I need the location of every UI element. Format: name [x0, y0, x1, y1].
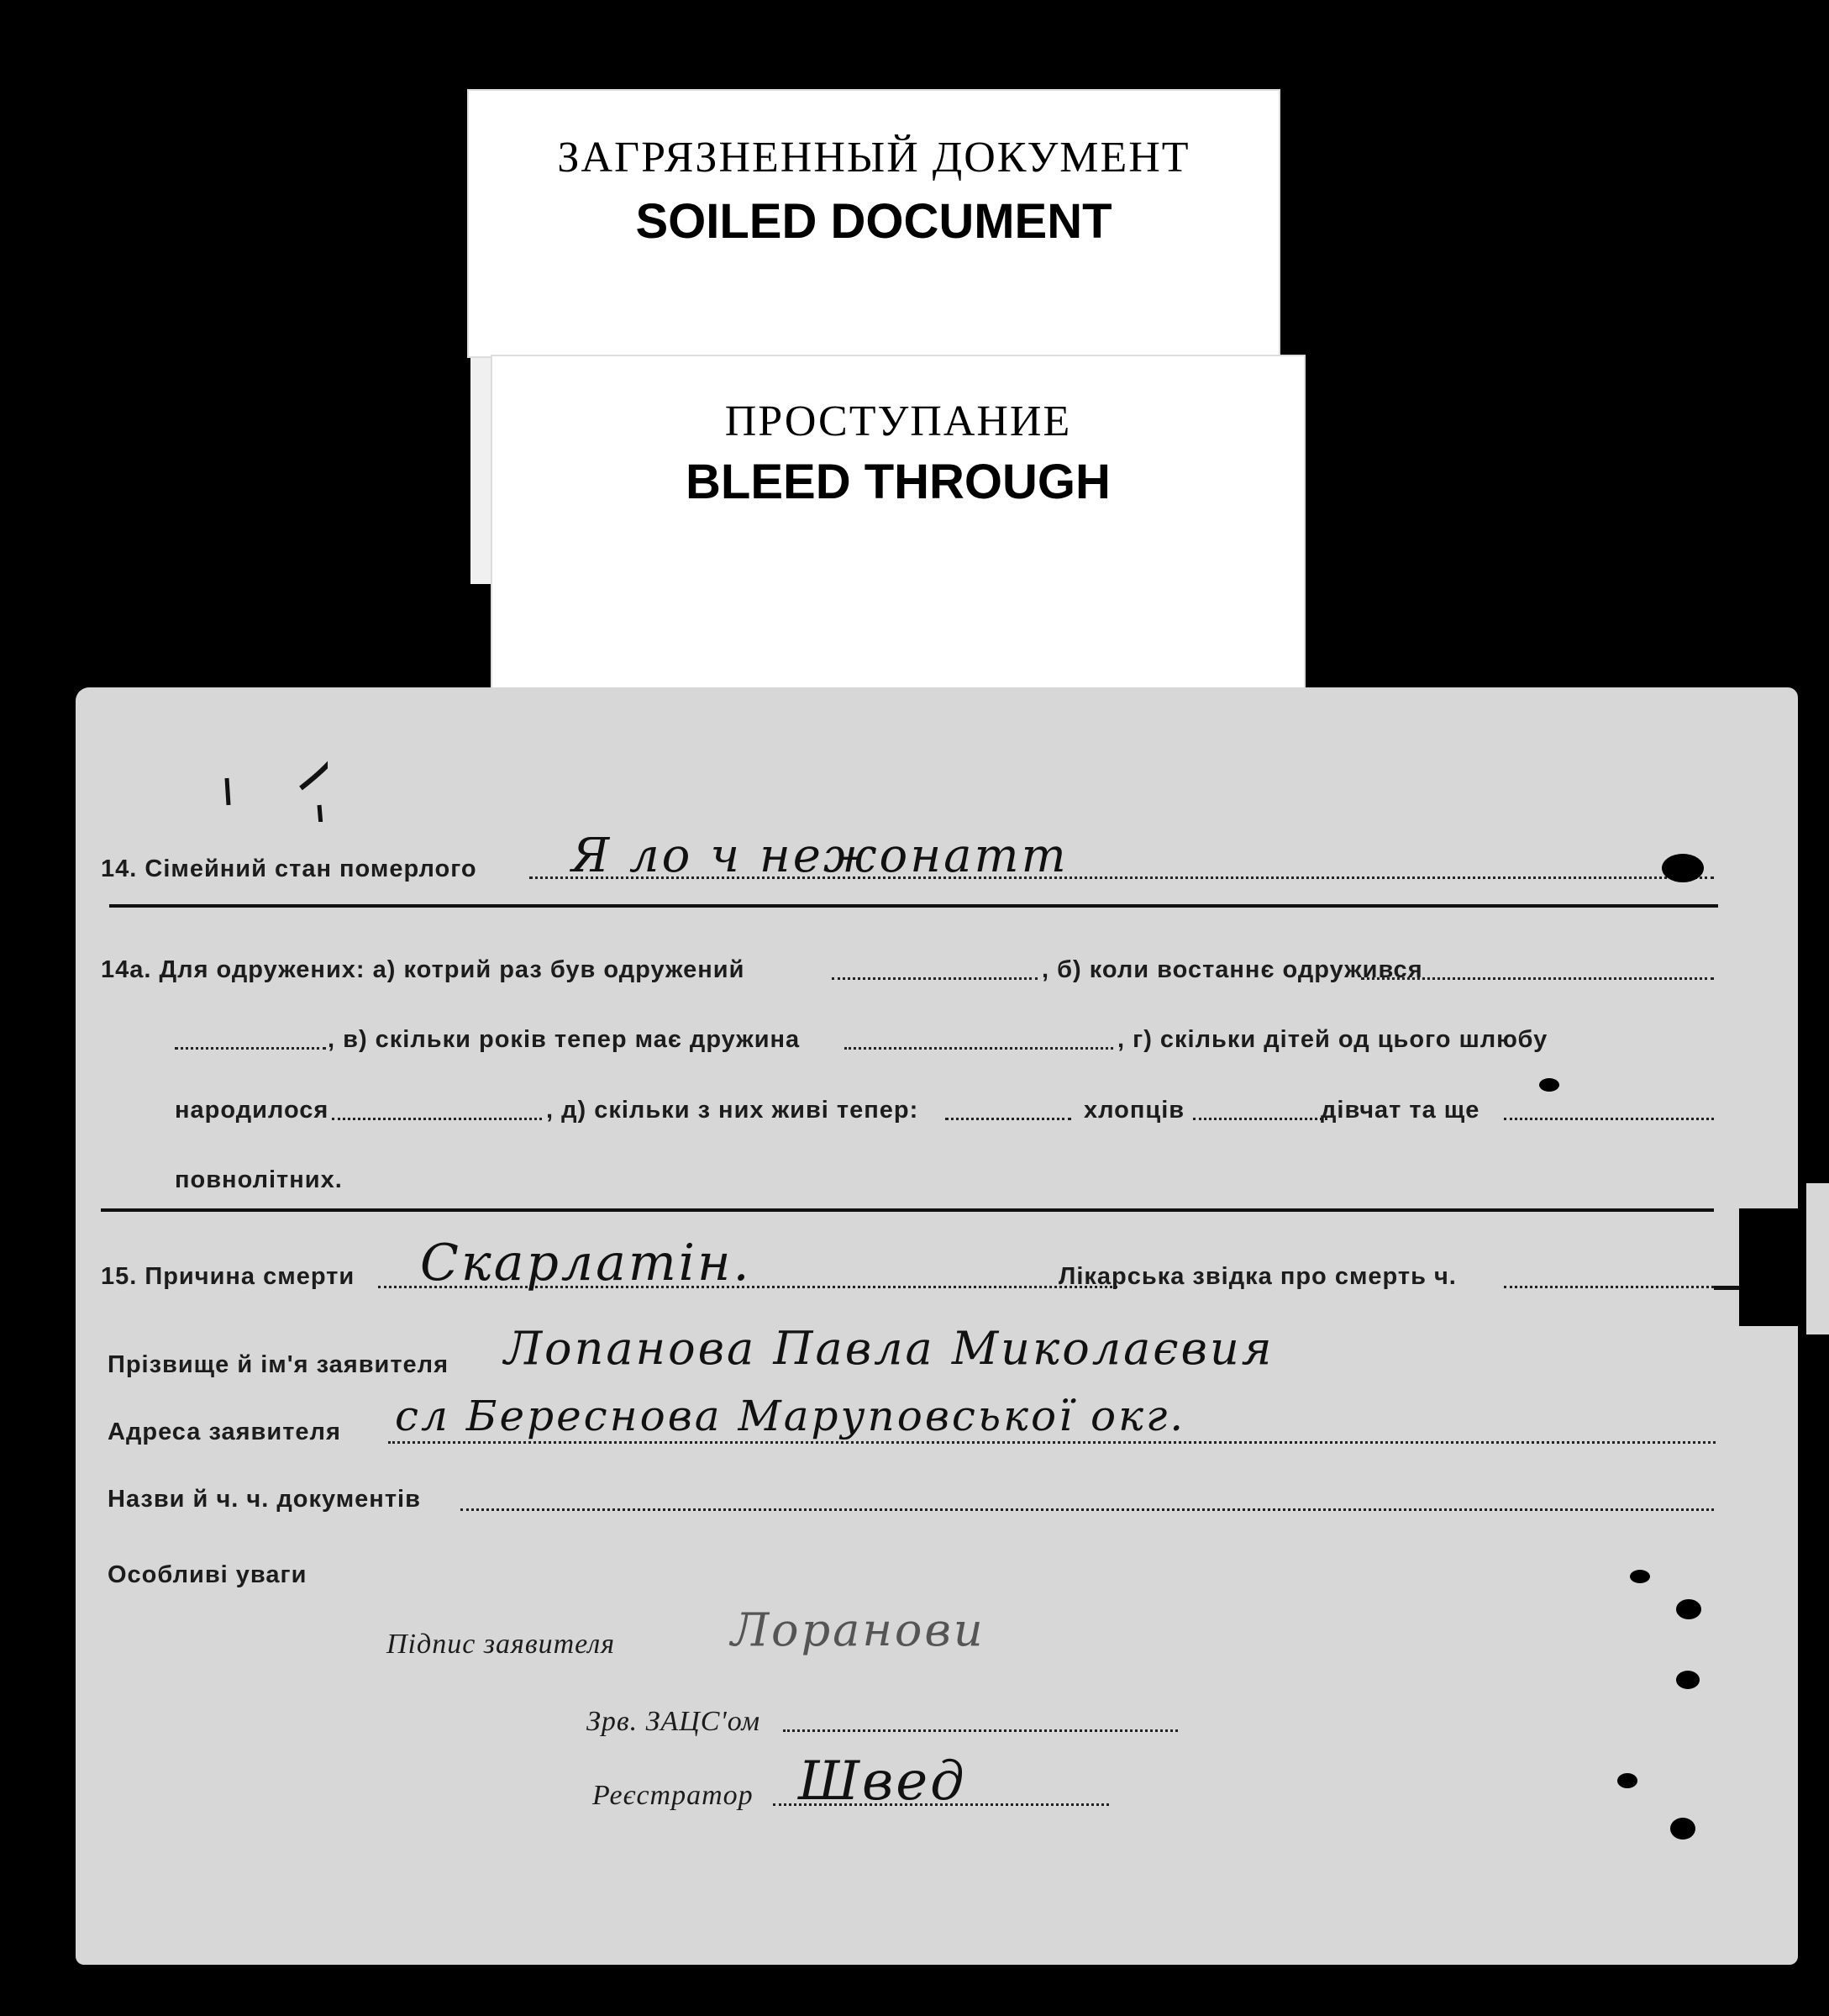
- punch-hole: [1676, 1671, 1700, 1689]
- signature-label: Підпис заявителя: [386, 1629, 616, 1660]
- soiled-document-card: [467, 89, 1280, 358]
- punch-hole: [1539, 1078, 1559, 1092]
- punch-hole: [1676, 1599, 1701, 1619]
- section-rule: [101, 1208, 1714, 1212]
- q15-label: 15. Причина смерти: [101, 1263, 355, 1290]
- q14a-line3-b: , д) скільки з них живі тепер:: [546, 1097, 919, 1124]
- q14a-times-field: [832, 977, 1038, 980]
- q14a-line4: повнолітних.: [175, 1166, 343, 1193]
- sheet-edge: [1798, 687, 1806, 1965]
- zags-label: Зрв. ЗАЦС'ом: [586, 1706, 761, 1737]
- punch-hole: [1617, 1773, 1637, 1788]
- applicant-name-answer: Лопанова Павла Миколаєвия: [504, 1322, 1275, 1375]
- applicant-address-answer: сл Береснова Маруповської окг.: [395, 1392, 1186, 1440]
- q14a-line2-a: , в) скільки років тепер має дружина: [328, 1026, 801, 1053]
- q14a-line3-d: дівчат та ще: [1321, 1097, 1480, 1124]
- q14a-more-field: [1504, 1118, 1714, 1120]
- q14a-line1-b: , б) коли востаннє одружився: [1042, 956, 1423, 983]
- q15-doctor-field: [1504, 1286, 1714, 1288]
- q14a-when-field-cont: [175, 1047, 326, 1050]
- torn-gap: [1739, 1208, 1802, 1326]
- q14-answer: Я ло ч нежонатт: [571, 829, 1069, 883]
- q14a-girls-field: [1193, 1118, 1327, 1120]
- applicant-name-label: Прізвище й ім'я заявителя: [108, 1351, 449, 1378]
- zags-line: [783, 1729, 1178, 1732]
- applicant-address-label: Адреса заявителя: [108, 1419, 341, 1445]
- applicant-address-line: [388, 1441, 1716, 1444]
- q14a-line3-c: хлопців: [1084, 1097, 1185, 1124]
- death-record-form: [76, 687, 1798, 1965]
- soiled-ru-label: ЗАГРЯЗНЕННЫЙ ДОКУМЕНТ: [557, 134, 1190, 182]
- q14a-when-field: [1361, 977, 1714, 980]
- punch-hole: [1662, 854, 1704, 882]
- remarks-label: Особливі уваги: [108, 1561, 307, 1588]
- bleed-ru-label: ПРОСТУПАНИЕ: [724, 397, 1072, 445]
- bleed-en-label: BLEED THROUGH: [686, 455, 1111, 509]
- q14a-line1-a: 14a. Для одружених: а) котрий раз був одружений: [101, 956, 745, 983]
- punch-hole: [1670, 1818, 1695, 1840]
- soiled-en-label: SOILED DOCUMENT: [635, 194, 1112, 249]
- registrar-label: Реєстратор: [592, 1780, 754, 1811]
- q14a-born-field: [332, 1118, 542, 1120]
- q14a-line2-b: , г) скільки дітей од цього шлюбу: [1117, 1026, 1548, 1053]
- q14a-wife-age-field: [844, 1047, 1113, 1050]
- q15-doctor-label: Лікарська звідка про смерть ч.: [1059, 1263, 1457, 1290]
- applicant-signature: Лоранови: [731, 1603, 985, 1656]
- q15-answer: Скарлатін.: [420, 1234, 752, 1292]
- bleed-through-card: [491, 355, 1306, 691]
- documents-label: Назви й ч. ч. документів: [108, 1486, 421, 1513]
- q14-label: 14. Сімейний стан померлого: [101, 855, 477, 882]
- documents-line: [460, 1508, 1714, 1511]
- registrar-signature: Швед: [798, 1750, 967, 1813]
- section-rule: [109, 904, 1718, 908]
- q14a-line3-a: народилося: [175, 1097, 329, 1124]
- q14a-boys-field: [945, 1118, 1071, 1120]
- punch-hole: [1630, 1570, 1650, 1583]
- ink-tick: [218, 771, 244, 822]
